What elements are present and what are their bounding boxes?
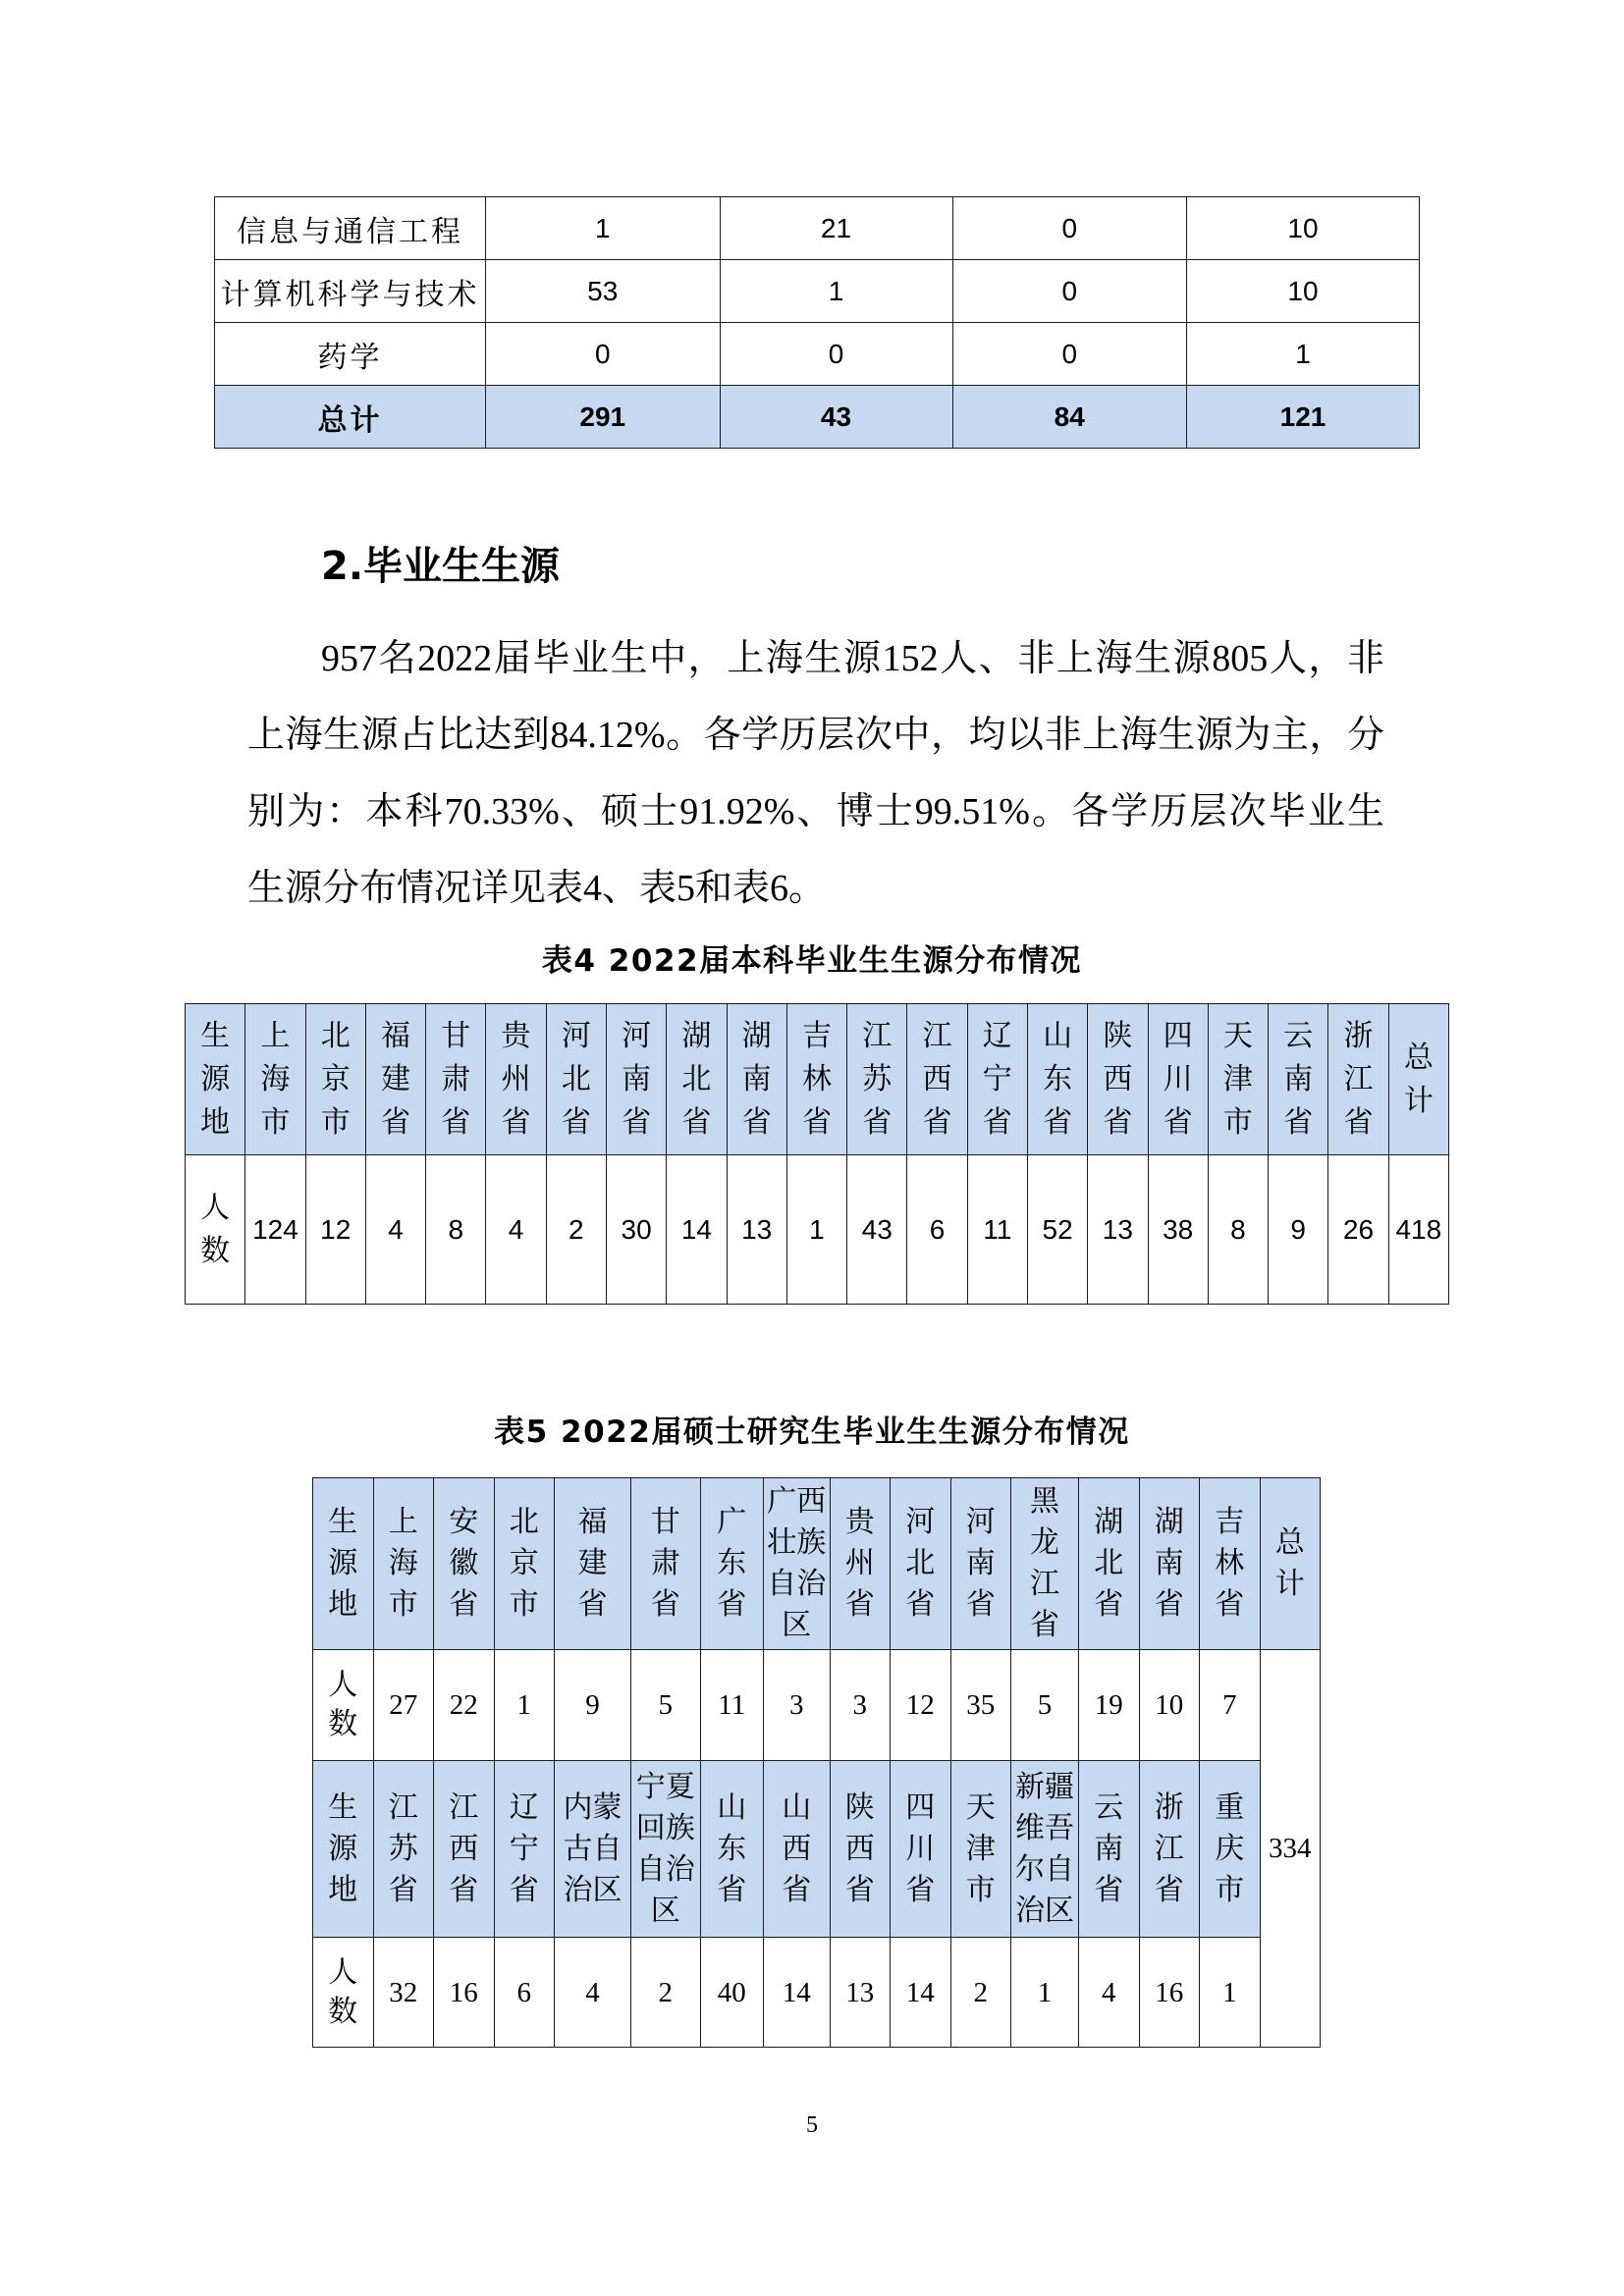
count-cell-text: 7	[1222, 1689, 1237, 1721]
count-cell-text: 4	[1102, 1976, 1116, 2008]
province-header-cell	[1208, 1004, 1268, 1155]
province-header-cell-text: 辽宁省	[982, 1018, 1012, 1140]
count-cell	[1200, 1650, 1261, 1761]
count-cell-text: 12	[905, 1689, 935, 1721]
province-header-cell	[950, 1761, 1011, 1938]
province-header-cell	[1088, 1004, 1148, 1155]
count-cell-text: 14	[680, 1213, 712, 1245]
total-count-cell	[1260, 1650, 1321, 2048]
origin-header-cell	[313, 1761, 374, 1938]
count-cell-text: 52	[1042, 1213, 1073, 1245]
province-header-cell-text: 内蒙古自治区	[563, 1789, 623, 1907]
province-header-cell	[727, 1004, 786, 1155]
province-header-cell-text: 山西省	[782, 1789, 812, 1907]
count-cell-text: 124	[252, 1213, 298, 1245]
province-header-cell	[373, 1478, 434, 1650]
province-header-cell-text: 云南省	[1283, 1018, 1314, 1140]
province-header-cell-text: 天津市	[1222, 1018, 1253, 1140]
province-header-cell-text: 湖北省	[1094, 1505, 1124, 1622]
province-header-cell	[305, 1004, 365, 1155]
province-header-cell-text: 河北省	[905, 1505, 936, 1622]
count-cell-text: 0	[828, 338, 844, 369]
count-cell	[950, 1650, 1011, 1761]
count-cell-text: 38	[1163, 1213, 1194, 1245]
count-cell-text: 21	[820, 212, 852, 243]
count-cell-text: 22	[449, 1689, 478, 1721]
province-header-cell	[1200, 1478, 1261, 1650]
count-row	[313, 1650, 1321, 1761]
count-cell	[786, 1155, 846, 1305]
total-header-cell	[1260, 1478, 1321, 1650]
province-header-cell	[1139, 1478, 1200, 1650]
count-cell	[667, 1155, 727, 1305]
table-row	[215, 197, 1420, 260]
province-header-cell-text: 河北省	[561, 1018, 591, 1140]
province-header-cell-text: 甘肃省	[650, 1505, 680, 1622]
count-cell-text: 2	[568, 1213, 584, 1245]
province-header-cell	[1011, 1761, 1079, 1938]
count-cell-text: 40	[717, 1976, 746, 2008]
count-cell	[606, 1155, 666, 1305]
count-cell	[373, 1650, 434, 1761]
header-row	[313, 1761, 1321, 1938]
count-cell-text: 14	[905, 1976, 935, 2008]
province-header-cell	[1027, 1004, 1087, 1155]
count-cell	[305, 1155, 365, 1305]
count-cell-text: 8	[448, 1213, 464, 1245]
table5-master-origin	[312, 1477, 1321, 2048]
province-header-cell	[700, 1478, 764, 1650]
count-cell	[486, 1155, 546, 1305]
province-header-cell-text: 贵州省	[844, 1505, 875, 1622]
count-cell-text: 16	[1155, 1976, 1184, 2008]
count-cell-text: 10	[1287, 212, 1319, 243]
count-label-cell-text: 人数	[328, 1668, 358, 1741]
count-cell-text: 11	[718, 1689, 746, 1721]
province-header-cell	[891, 1478, 951, 1650]
count-cell	[494, 1650, 555, 1761]
count-cell-text: 53	[587, 275, 619, 306]
province-header-cell	[494, 1761, 555, 1938]
count-cell-text: 11	[983, 1213, 1012, 1245]
province-header-cell	[494, 1478, 555, 1650]
province-header-cell-text: 吉林省	[1215, 1505, 1245, 1622]
province-header-cell	[373, 1761, 434, 1938]
province-header-cell	[786, 1004, 846, 1155]
count-cell	[907, 1155, 967, 1305]
province-header-cell-text: 北京市	[509, 1505, 539, 1622]
province-header-cell-text: 福建省	[577, 1505, 608, 1622]
province-header-cell	[700, 1761, 764, 1938]
count-cell	[891, 1938, 951, 2048]
province-header-cell-text: 云南省	[1094, 1789, 1124, 1907]
major-name-cell	[215, 197, 486, 260]
count-cell	[486, 323, 721, 386]
count-label-cell-text: 人数	[328, 1954, 358, 2029]
count-cell-text: 10	[1155, 1689, 1184, 1721]
province-header-cell-text: 北京市	[320, 1018, 351, 1140]
province-header-cell	[546, 1004, 606, 1155]
province-header-cell	[486, 1004, 546, 1155]
count-cell	[847, 1155, 907, 1305]
count-cell	[764, 1650, 831, 1761]
province-header-cell	[631, 1478, 701, 1650]
province-header-cell	[245, 1004, 305, 1155]
major-name-cell	[215, 260, 486, 323]
province-header-cell	[606, 1004, 666, 1155]
table5-caption: 表5 2022届硕士研究生毕业生生源分布情况	[494, 1415, 1130, 1450]
count-cell	[426, 1155, 486, 1305]
count-label-cell	[313, 1650, 374, 1761]
province-header-cell-text: 山东省	[1043, 1018, 1073, 1140]
header-row	[186, 1004, 1449, 1155]
total-count-cell-text: 121	[1279, 400, 1326, 432]
count-cell	[830, 1650, 891, 1761]
total-count-cell-text: 418	[1395, 1213, 1442, 1245]
count-cell-text: 10	[1287, 275, 1319, 306]
total-count-cell-text: 334	[1269, 1833, 1312, 1864]
total-header-cell-text: 总计	[1274, 1525, 1305, 1601]
province-header-cell	[830, 1478, 891, 1650]
count-cell-text: 1	[594, 212, 611, 243]
province-header-cell	[1148, 1004, 1208, 1155]
province-header-cell-text: 山东省	[717, 1789, 747, 1907]
count-cell-text: 32	[389, 1976, 418, 2008]
province-header-cell-text: 新疆维吾尔自治区	[1015, 1769, 1074, 1928]
section-paragraph	[247, 620, 1384, 927]
count-cell-text: 9	[585, 1689, 600, 1721]
count-cell	[1208, 1155, 1268, 1305]
major-name-cell-text: 计算机科学与技术	[220, 277, 480, 312]
total-count-cell	[1388, 1155, 1448, 1305]
province-header-cell	[764, 1478, 831, 1650]
count-cell-text: 26	[1342, 1213, 1375, 1245]
count-cell-text: 2	[973, 1976, 988, 2008]
province-header-cell	[1200, 1761, 1261, 1938]
count-cell	[486, 197, 721, 260]
count-cell	[1187, 323, 1420, 386]
province-header-cell-text: 江西省	[922, 1018, 952, 1140]
count-cell	[1139, 1938, 1200, 2048]
province-header-cell-text: 江苏省	[388, 1789, 418, 1907]
count-cell	[952, 260, 1187, 323]
count-cell	[1200, 1938, 1261, 2048]
count-cell	[365, 1155, 425, 1305]
count-cell	[486, 260, 721, 323]
count-cell-text: 0	[1061, 275, 1078, 306]
count-cell-text: 6	[516, 1976, 531, 2008]
province-header-cell-text: 浙江省	[1343, 1018, 1374, 1140]
continued-major-table	[214, 196, 1420, 449]
total-header-cell-text: 总计	[1403, 1040, 1434, 1118]
count-cell-text: 27	[389, 1689, 418, 1721]
count-cell-text: 1	[809, 1213, 825, 1245]
province-header-cell	[907, 1004, 967, 1155]
province-header-cell	[1269, 1004, 1328, 1155]
count-cell	[1139, 1650, 1200, 1761]
count-cell-text: 8	[1230, 1213, 1246, 1245]
province-header-cell-text: 江西省	[449, 1789, 479, 1907]
origin-header-cell-text: 生源地	[200, 1018, 231, 1140]
table4-grid	[185, 1003, 1449, 1305]
count-cell	[950, 1938, 1011, 2048]
province-header-cell	[950, 1478, 1011, 1650]
province-header-cell-text: 湖北省	[681, 1018, 712, 1140]
province-header-cell-text: 陕西省	[844, 1789, 875, 1907]
province-header-cell	[555, 1761, 631, 1938]
count-cell-text: 16	[449, 1976, 478, 2008]
count-cell	[967, 1155, 1027, 1305]
province-header-cell	[1139, 1761, 1200, 1938]
header-row	[313, 1478, 1321, 1650]
table4-undergrad-origin	[185, 1003, 1449, 1305]
origin-header-cell-text: 生源地	[328, 1505, 358, 1622]
province-header-cell-text: 河南省	[965, 1505, 996, 1622]
count-cell-text: 4	[388, 1213, 404, 1245]
province-header-cell	[434, 1478, 495, 1650]
table5-grid	[312, 1477, 1321, 2048]
count-cell	[555, 1938, 631, 2048]
province-header-cell-text: 宁夏回族自治区	[635, 1769, 695, 1928]
count-cell	[830, 1938, 891, 2048]
province-header-cell-text: 浙江省	[1154, 1789, 1184, 1907]
major-name-cell-text: 信息与通信工程	[237, 214, 463, 249]
count-cell-text: 43	[861, 1213, 893, 1245]
total-label-cell	[215, 386, 486, 449]
count-cell-text: 3	[789, 1689, 804, 1721]
count-cell-text: 1	[1222, 1976, 1237, 2008]
count-cell-text: 0	[1061, 338, 1078, 369]
count-cell-text: 2	[658, 1976, 673, 2008]
province-header-cell-text: 湖南省	[741, 1018, 772, 1140]
count-cell-text: 3	[852, 1689, 867, 1721]
count-cell	[1187, 197, 1420, 260]
province-header-cell-text: 安徽省	[449, 1505, 479, 1622]
count-cell	[720, 197, 952, 260]
count-label-cell	[186, 1155, 245, 1305]
province-header-cell	[365, 1004, 425, 1155]
total-count-cell	[952, 386, 1187, 449]
province-header-cell-text: 福建省	[380, 1018, 410, 1140]
count-cell	[1187, 260, 1420, 323]
table-row	[215, 260, 1420, 323]
total-count-cell	[720, 386, 952, 449]
count-cell	[631, 1938, 701, 2048]
table4-caption: 表4 2022届本科毕业生生源分布情况	[541, 943, 1083, 979]
count-cell	[700, 1650, 764, 1761]
province-header-cell-text: 广西壮族自治区	[767, 1484, 827, 1642]
paragraph-line: 别为：本科70.33%、硕士91.92%、博士99.51%。各学历层次毕业生	[247, 791, 1384, 832]
count-cell	[1011, 1938, 1079, 2048]
count-cell-text: 9	[1290, 1213, 1306, 1245]
count-cell	[245, 1155, 305, 1305]
province-header-cell-text: 甘肃省	[441, 1018, 471, 1140]
count-cell	[1148, 1155, 1208, 1305]
count-row	[186, 1155, 1449, 1305]
count-cell	[952, 323, 1187, 386]
count-cell-text: 4	[585, 1976, 600, 2008]
province-header-cell-text: 河南省	[622, 1018, 652, 1140]
total-count-cell	[486, 386, 721, 449]
province-header-cell	[764, 1761, 831, 1938]
count-cell-text: 1	[828, 275, 844, 306]
count-cell-text: 13	[1102, 1213, 1133, 1245]
count-cell	[494, 1938, 555, 2048]
count-cell	[555, 1650, 631, 1761]
province-header-cell-text: 上海市	[260, 1018, 291, 1140]
count-cell-text: 6	[929, 1213, 946, 1245]
province-header-cell	[555, 1478, 631, 1650]
province-header-cell-text: 上海市	[388, 1505, 418, 1622]
count-cell-text: 1	[1295, 338, 1311, 369]
province-header-cell-text: 四川省	[905, 1789, 936, 1907]
count-cell	[764, 1938, 831, 2048]
count-cell-text: 5	[1037, 1689, 1053, 1721]
count-cell-text: 13	[845, 1976, 875, 2008]
count-cell	[891, 1650, 951, 1761]
count-cell	[373, 1938, 434, 2048]
section-heading: 2.毕业生生源	[321, 544, 561, 589]
paragraph-line: 上海生源占比达到84.12%。各学历层次中，均以非上海生源为主，分	[247, 715, 1384, 756]
major-name-cell	[215, 323, 486, 386]
total-count-cell-text: 43	[820, 400, 852, 432]
count-cell-text: 12	[320, 1213, 352, 1245]
count-label-cell-text: 人数	[200, 1190, 231, 1268]
count-cell	[720, 323, 952, 386]
province-header-cell-text: 辽宁省	[509, 1789, 539, 1907]
paragraph-line: 957名2022届毕业生中，上海生源152人、非上海生源805人，非	[321, 638, 1384, 679]
count-cell	[1088, 1155, 1148, 1305]
count-cell	[700, 1938, 764, 2048]
province-header-cell	[1011, 1478, 1079, 1650]
province-header-cell	[891, 1761, 951, 1938]
province-header-cell	[434, 1761, 495, 1938]
count-cell-text: 0	[1061, 212, 1078, 243]
province-header-cell	[847, 1004, 907, 1155]
table-row	[215, 323, 1420, 386]
total-header-cell	[1388, 1004, 1448, 1155]
province-header-cell	[426, 1004, 486, 1155]
province-header-cell-text: 陕西省	[1103, 1018, 1133, 1140]
province-header-cell	[1079, 1478, 1140, 1650]
total-count-cell-text: 84	[1054, 400, 1085, 432]
count-cell	[720, 260, 952, 323]
origin-header-cell-text: 生源地	[328, 1789, 358, 1907]
count-cell	[1328, 1155, 1388, 1305]
count-cell	[1011, 1650, 1079, 1761]
count-cell-text: 14	[782, 1976, 811, 2008]
count-cell-text: 0	[594, 338, 611, 369]
continued-table-grid	[214, 196, 1420, 449]
count-cell-text: 4	[508, 1213, 524, 1245]
paragraph-line: 生源分布情况详见表4、表5和表6。	[247, 868, 827, 909]
count-cell	[631, 1650, 701, 1761]
count-cell	[546, 1155, 606, 1305]
province-header-cell	[631, 1761, 701, 1938]
count-cell-text: 13	[741, 1213, 773, 1245]
province-header-cell-text: 天津市	[965, 1789, 996, 1907]
count-cell	[434, 1938, 495, 2048]
total-count-cell-text: 291	[579, 400, 626, 432]
count-cell	[1079, 1650, 1140, 1761]
count-cell	[952, 197, 1187, 260]
province-header-cell	[967, 1004, 1027, 1155]
total-count-cell	[1187, 386, 1420, 449]
count-cell	[1269, 1155, 1328, 1305]
total-row	[215, 386, 1420, 449]
count-cell-text: 35	[966, 1689, 996, 1721]
count-cell-text: 1	[516, 1689, 531, 1721]
count-cell	[1079, 1938, 1140, 2048]
count-cell	[727, 1155, 786, 1305]
province-header-cell	[830, 1761, 891, 1938]
count-row	[313, 1938, 1321, 2048]
origin-header-cell	[186, 1004, 245, 1155]
province-header-cell	[1079, 1761, 1140, 1938]
origin-header-cell	[313, 1478, 374, 1650]
province-header-cell-text: 贵州省	[501, 1018, 531, 1140]
province-header-cell-text: 重庆市	[1215, 1789, 1245, 1907]
province-header-cell-text: 广东省	[717, 1505, 747, 1622]
page-number: 5	[806, 2112, 818, 2138]
count-cell-text: 30	[621, 1213, 652, 1245]
province-header-cell-text: 黑龙江省	[1030, 1484, 1059, 1642]
count-label-cell	[313, 1938, 374, 2048]
province-header-cell-text: 四川省	[1163, 1018, 1193, 1140]
province-header-cell-text: 吉林省	[801, 1018, 832, 1140]
count-cell	[1027, 1155, 1087, 1305]
province-header-cell	[667, 1004, 727, 1155]
major-name-cell-text: 药学	[317, 340, 383, 375]
count-cell-text: 5	[658, 1689, 673, 1721]
count-cell	[434, 1650, 495, 1761]
province-header-cell-text: 江苏省	[862, 1018, 893, 1140]
province-header-cell	[1328, 1004, 1388, 1155]
province-header-cell-text: 湖南省	[1154, 1505, 1184, 1622]
count-cell-text: 19	[1094, 1689, 1123, 1721]
total-label-cell-text: 总计	[317, 402, 383, 438]
count-cell-text: 1	[1037, 1976, 1053, 2008]
